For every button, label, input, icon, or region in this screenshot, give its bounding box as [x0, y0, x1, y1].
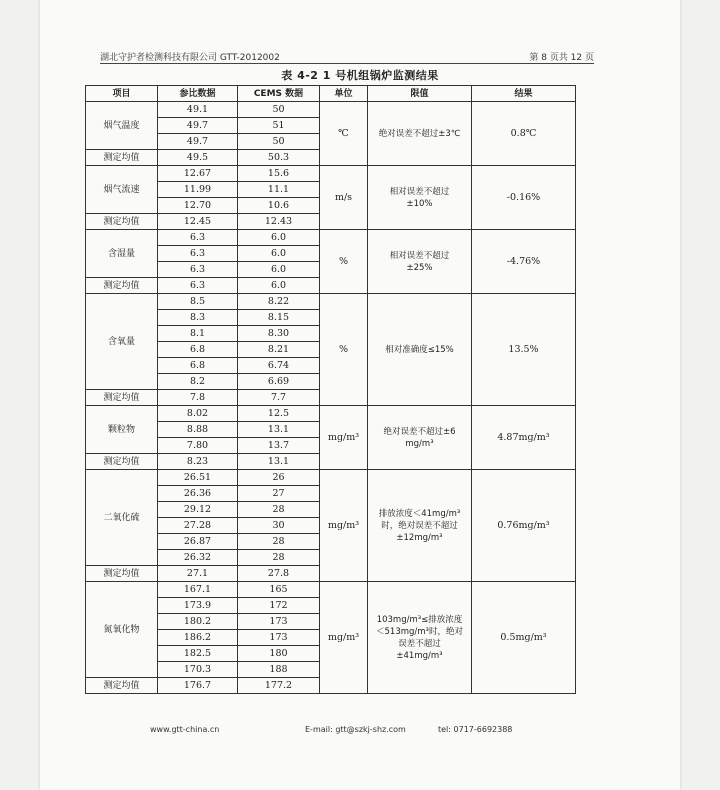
column-header: 项目	[86, 86, 158, 102]
table-row	[86, 406, 576, 422]
table-header-row	[86, 86, 576, 102]
cems-value-cell: 6.69	[238, 374, 320, 390]
reference-value-cell: 26.32	[158, 550, 238, 566]
cems-value-cell: 15.6	[238, 166, 320, 182]
cems-value-cell: 8.22	[238, 294, 320, 310]
cems-mean-cell: 177.2	[238, 678, 320, 694]
cems-value-cell: 6.0	[238, 262, 320, 278]
reference-mean-cell: 27.1	[158, 566, 238, 582]
reference-value-cell: 6.3	[158, 246, 238, 262]
reference-value-cell: 170.3	[158, 662, 238, 678]
table-row	[86, 470, 576, 486]
cems-mean-cell: 27.8	[238, 566, 320, 582]
document-page	[40, 0, 680, 790]
cems-value-cell: 173	[238, 614, 320, 630]
header-company: 湖北守护者检测科技有限公司 GTT-2012002	[100, 53, 280, 63]
reference-value-cell: 11.99	[158, 182, 238, 198]
cems-value-cell: 8.30	[238, 326, 320, 342]
cems-value-cell: 172	[238, 598, 320, 614]
unit-cell: mg/m³	[320, 406, 368, 470]
footer-email: E-mail: gtt@szkj-shz.com	[305, 725, 406, 734]
column-header: 限值	[368, 86, 472, 102]
reference-value-cell: 180.2	[158, 614, 238, 630]
page-header	[100, 50, 594, 64]
cems-value-cell: 165	[238, 582, 320, 598]
column-header: 参比数据	[158, 86, 238, 102]
reference-value-cell: 26.87	[158, 534, 238, 550]
cems-value-cell: 12.5	[238, 406, 320, 422]
unit-cell: ℃	[320, 102, 368, 166]
item-name-cell: 含氧量	[86, 294, 158, 390]
reference-value-cell: 8.5	[158, 294, 238, 310]
reference-mean-cell: 8.23	[158, 454, 238, 470]
result-cell: 4.87mg/m³	[472, 406, 576, 470]
cems-value-cell: 188	[238, 662, 320, 678]
table-row	[86, 294, 576, 310]
cems-value-cell: 11.1	[238, 182, 320, 198]
result-cell: 13.5%	[472, 294, 576, 406]
cems-value-cell: 50	[238, 102, 320, 118]
cems-value-cell: 30	[238, 518, 320, 534]
table-row	[86, 166, 576, 182]
reference-value-cell: 49.1	[158, 102, 238, 118]
reference-value-cell: 12.70	[158, 198, 238, 214]
mean-label-cell: 测定均值	[86, 214, 158, 230]
result-cell: 0.5mg/m³	[472, 582, 576, 694]
item-name-cell: 氮氧化物	[86, 582, 158, 678]
reference-value-cell: 8.3	[158, 310, 238, 326]
reference-value-cell: 27.28	[158, 518, 238, 534]
limit-cell: 相对误差不超过 ±10%	[368, 166, 472, 230]
cems-value-cell: 27	[238, 486, 320, 502]
reference-mean-cell: 176.7	[158, 678, 238, 694]
limit-cell: 绝对误差不超过±3℃	[368, 102, 472, 166]
column-header: CEMS 数据	[238, 86, 320, 102]
unit-cell: %	[320, 230, 368, 294]
reference-value-cell: 6.8	[158, 342, 238, 358]
reference-value-cell: 167.1	[158, 582, 238, 598]
cems-value-cell: 50	[238, 134, 320, 150]
reference-value-cell: 7.80	[158, 438, 238, 454]
limit-cell: 103mg/m³≤排放浓度 ＜513mg/m³时，绝对 误差不超过 ±41mg/m³	[368, 582, 472, 694]
cems-value-cell: 8.15	[238, 310, 320, 326]
item-name-cell: 烟气流速	[86, 166, 158, 214]
mean-label-cell: 测定均值	[86, 150, 158, 166]
unit-cell: m/s	[320, 166, 368, 230]
result-cell: 0.8℃	[472, 102, 576, 166]
unit-cell: mg/m³	[320, 470, 368, 582]
limit-cell: 绝对误差不超过±6 mg/m³	[368, 406, 472, 470]
item-name-cell: 含湿量	[86, 230, 158, 278]
reference-value-cell: 8.2	[158, 374, 238, 390]
page-footer	[150, 725, 570, 739]
cems-mean-cell: 7.7	[238, 390, 320, 406]
reference-value-cell: 49.7	[158, 118, 238, 134]
cems-value-cell: 28	[238, 502, 320, 518]
reference-value-cell: 186.2	[158, 630, 238, 646]
reference-value-cell: 29.12	[158, 502, 238, 518]
item-name-cell: 烟气温度	[86, 102, 158, 150]
column-header: 单位	[320, 86, 368, 102]
unit-cell: mg/m³	[320, 582, 368, 694]
result-cell: -0.16%	[472, 166, 576, 230]
cems-mean-cell: 50.3	[238, 150, 320, 166]
cems-mean-cell: 13.1	[238, 454, 320, 470]
limit-cell: 相对准确度≤15%	[368, 294, 472, 406]
item-name-cell: 颗粒物	[86, 406, 158, 454]
column-header: 结果	[472, 86, 576, 102]
cems-value-cell: 51	[238, 118, 320, 134]
result-cell: 0.76mg/m³	[472, 470, 576, 582]
reference-mean-cell: 12.45	[158, 214, 238, 230]
cems-value-cell: 8.21	[238, 342, 320, 358]
cems-value-cell: 13.1	[238, 422, 320, 438]
cems-value-cell: 6.74	[238, 358, 320, 374]
cems-value-cell: 173	[238, 630, 320, 646]
cems-mean-cell: 6.0	[238, 278, 320, 294]
header-page-number: 第 8 页共 12 页	[529, 53, 594, 63]
footer-phone: tel: 0717-6692388	[438, 725, 513, 734]
cems-value-cell: 10.6	[238, 198, 320, 214]
reference-value-cell: 8.1	[158, 326, 238, 342]
cems-value-cell: 28	[238, 534, 320, 550]
mean-label-cell: 测定均值	[86, 454, 158, 470]
cems-value-cell: 6.0	[238, 246, 320, 262]
reference-value-cell: 6.8	[158, 358, 238, 374]
cems-mean-cell: 12.43	[238, 214, 320, 230]
reference-value-cell: 8.88	[158, 422, 238, 438]
mean-label-cell: 测定均值	[86, 390, 158, 406]
cems-value-cell: 6.0	[238, 230, 320, 246]
reference-value-cell: 49.7	[158, 134, 238, 150]
limit-cell: 相对误差不超过 ±25%	[368, 230, 472, 294]
reference-value-cell: 26.51	[158, 470, 238, 486]
result-cell: -4.76%	[472, 230, 576, 294]
reference-value-cell: 6.3	[158, 262, 238, 278]
monitoring-results-table	[85, 85, 576, 694]
reference-value-cell: 26.36	[158, 486, 238, 502]
table-row	[86, 582, 576, 598]
reference-mean-cell: 7.8	[158, 390, 238, 406]
table-title: 表 4-2 1 号机组锅炉监测结果	[281, 69, 439, 82]
unit-cell: %	[320, 294, 368, 406]
table-body	[86, 102, 576, 694]
header-rule	[100, 63, 594, 64]
reference-mean-cell: 6.3	[158, 278, 238, 294]
item-name-cell: 二氧化硫	[86, 470, 158, 566]
cems-value-cell: 13.7	[238, 438, 320, 454]
cems-value-cell: 26	[238, 470, 320, 486]
reference-value-cell: 12.67	[158, 166, 238, 182]
mean-label-cell: 测定均值	[86, 678, 158, 694]
footer-website: www.gtt-china.cn	[150, 725, 220, 734]
cems-value-cell: 28	[238, 550, 320, 566]
reference-value-cell: 182.5	[158, 646, 238, 662]
mean-label-cell: 测定均值	[86, 278, 158, 294]
reference-mean-cell: 49.5	[158, 150, 238, 166]
reference-value-cell: 173.9	[158, 598, 238, 614]
limit-cell: 排放浓度＜41mg/m³ 时，绝对误差不超过 ±12mg/m³	[368, 470, 472, 582]
reference-value-cell: 8.02	[158, 406, 238, 422]
table-row	[86, 230, 576, 246]
cems-value-cell: 180	[238, 646, 320, 662]
mean-label-cell: 测定均值	[86, 566, 158, 582]
reference-value-cell: 6.3	[158, 230, 238, 246]
table-row	[86, 102, 576, 118]
